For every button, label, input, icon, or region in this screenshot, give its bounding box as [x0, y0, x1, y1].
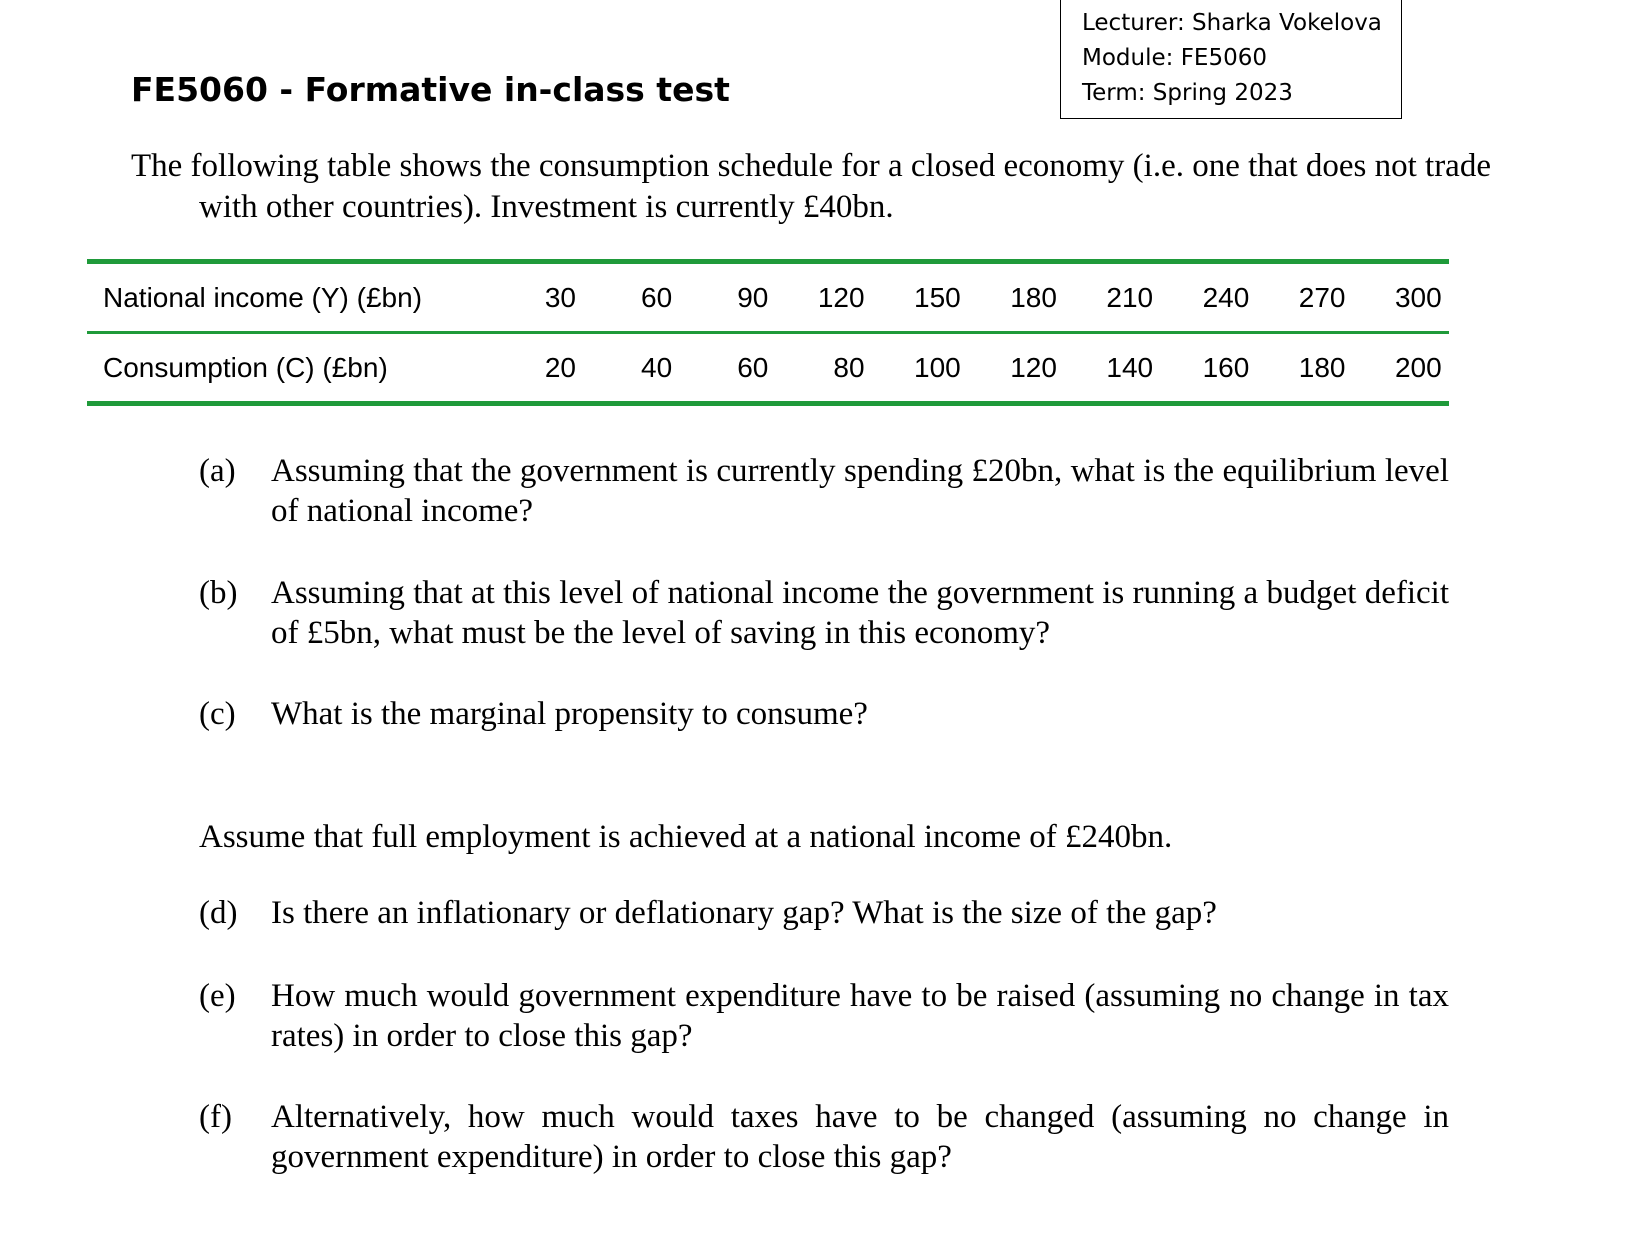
question-a [199, 451, 1449, 531]
question-c [199, 694, 1449, 734]
table-cell: 120 [1010, 351, 1057, 383]
question-text: How much would government expenditure have to be raised (assuming no change in tax rates) in order to close this gap? [271, 978, 1449, 1054]
question-label: (e) [199, 978, 236, 1014]
table-cell: 140 [1106, 351, 1154, 383]
question-label: (a) [199, 453, 236, 489]
question-label: (c) [199, 696, 236, 732]
table-cell: 80 [833, 351, 865, 383]
row-label: National income (Y) (£bn) [103, 281, 423, 313]
table-cell: 180 [1298, 351, 1346, 383]
table-cell: 150 [914, 281, 961, 313]
table-cell: 160 [1202, 351, 1250, 383]
consumption-schedule-table [87, 259, 1449, 406]
table-cell: 270 [1298, 281, 1346, 313]
table-cell: 120 [817, 281, 865, 313]
intro-paragraph: The following table shows the consumption schedule for a closed economy (i.e. one that does not trade with other countries). Investment is currently £40bn. [131, 148, 1491, 225]
page-title: FE5060 - Formative in-class test [131, 70, 730, 109]
module-line: Module: FE5060 [1082, 45, 1267, 71]
question-text: Alternatively, how much would taxes have to be changed (assuming no change in government expenditure) in order to close this gap? [271, 1099, 1449, 1175]
table-row-consumption [87, 334, 1449, 401]
table-cell: 210 [1106, 281, 1154, 313]
table-cell: 60 [641, 281, 673, 313]
question-text: What is the marginal propensity to consume? [271, 696, 868, 732]
question-label: (d) [199, 895, 238, 931]
table-cell: 240 [1202, 281, 1250, 313]
module-info-box [1060, 0, 1402, 119]
table-cell: 20 [544, 351, 576, 383]
question-text: Assuming that the government is currently spending £20bn, what is the equilibrium level of national income? [271, 453, 1449, 529]
question-e [199, 976, 1449, 1056]
table-bottom-rule [87, 401, 1449, 406]
table-cell: 30 [544, 281, 576, 313]
lecturer-line: Lecturer: Sharka Vokelova [1082, 10, 1382, 36]
question-f [199, 1097, 1449, 1177]
question-text: Assuming that at this level of national income the government is running a budget deficit of £5bn, what must be the level of saving in this economy? [271, 575, 1449, 651]
table-cell: 300 [1394, 281, 1442, 313]
question-label: (b) [199, 575, 238, 611]
question-text: Is there an inflationary or deflationary gap? What is the size of the gap? [271, 895, 1217, 931]
table-cell: 40 [641, 351, 673, 383]
question-b [199, 573, 1449, 653]
table-row-national-income [87, 264, 1449, 331]
row-label: Consumption (C) (£bn) [103, 351, 388, 383]
full-employment-assumption: Assume that full employment is achieved at a national income of £240bn. [199, 819, 1173, 855]
question-label: (f) [199, 1099, 232, 1135]
table-cell: 200 [1394, 351, 1442, 383]
term-line: Term: Spring 2023 [1082, 80, 1293, 106]
question-d [199, 893, 1449, 933]
table-cell: 90 [737, 281, 769, 313]
table-cell: 60 [737, 351, 769, 383]
table-cell: 180 [1010, 281, 1057, 313]
table-cell: 100 [914, 351, 961, 383]
